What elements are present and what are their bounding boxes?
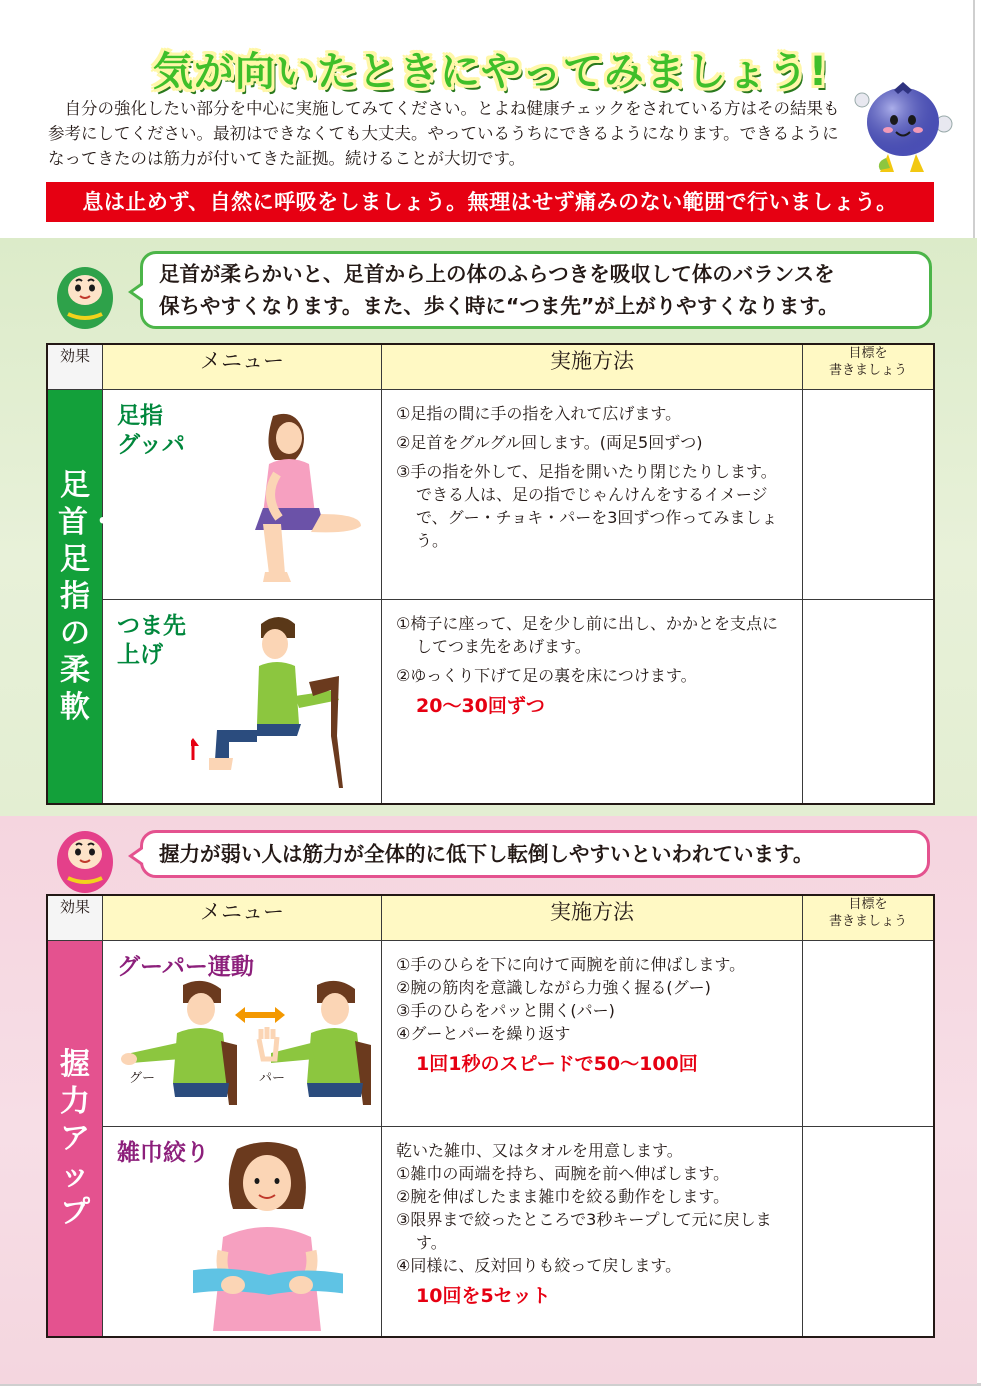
step: ①椅子に座って、足を少し前に出し、かかとを支点にしてつま先をあげます。 bbox=[396, 614, 779, 656]
towel-wring-illustration bbox=[193, 1141, 343, 1331]
label-goo: グー bbox=[129, 1071, 156, 1086]
header-effect: 効果 bbox=[47, 344, 103, 390]
step: ③手のひらをパッと開く(パー) bbox=[396, 1001, 615, 1020]
effect-label-ankle bbox=[47, 390, 118, 804]
step: ①雑巾の両端を持ち、両腕を前へ伸ばします。 bbox=[396, 1164, 730, 1183]
goal-cell[interactable] bbox=[803, 600, 935, 804]
method-cell-goopaa bbox=[382, 941, 803, 1127]
method-cell-towel-wring bbox=[382, 1127, 803, 1337]
step: ④グーとパーを繰り返す bbox=[396, 1024, 571, 1043]
step: ④同様に、反対回りも絞って戻します。 bbox=[396, 1256, 682, 1275]
method-intro: 乾いた雑巾、又はタオルを用意します。 bbox=[396, 1141, 683, 1160]
menu-cell-toe-goopa bbox=[103, 390, 382, 600]
grip-benefit-bubble bbox=[140, 830, 930, 878]
header-effect: 効果 bbox=[47, 895, 103, 941]
method-cell-toe-raise bbox=[382, 600, 803, 804]
page-title: 気が向いたときにやってみましょう! bbox=[152, 49, 829, 95]
step-note: できる人は、足の指でじゃんけんをするイメージで、グー・チョキ・パーを3回ずつ作ってみましょう。 bbox=[416, 485, 778, 550]
label-paa: パー bbox=[259, 1071, 286, 1086]
effect-text: 握力アップ bbox=[60, 1046, 90, 1230]
blueberry-mascot-icon bbox=[848, 74, 958, 184]
header-method: 実施方法 bbox=[382, 895, 803, 941]
menu-name-line2: グッパ bbox=[117, 432, 185, 458]
step: ①足指の間に手の指を入れて広げます。 bbox=[396, 404, 682, 423]
repetition-count: 20〜30回ずつ bbox=[416, 695, 545, 717]
step: ③手の指を外して、足指を開いたり閉じたりします。 bbox=[396, 462, 777, 481]
effect-text: 足首・足指の柔軟 bbox=[58, 467, 118, 725]
header-goal bbox=[803, 895, 935, 941]
step: ②足首をグルグル回します。(両足5回ずつ) bbox=[396, 433, 703, 452]
header-goal bbox=[803, 344, 935, 390]
menu-name-line1: 足指 bbox=[117, 403, 163, 429]
header-goal-line2: 書きましょう bbox=[828, 914, 907, 929]
menu-name: グーパー運動 bbox=[117, 954, 254, 980]
repetition-count: 1回1秒のスピードで50〜100回 bbox=[416, 1053, 698, 1075]
effect-label-grip bbox=[47, 941, 103, 1337]
ankle-exercise-table bbox=[46, 343, 935, 805]
step: ③限界まで絞ったところで3秒キープして元に戻します。 bbox=[396, 1210, 772, 1252]
bubble-line-1: 握力が弱い人は筋力が全体的に低下し転倒しやすいといわれています。 bbox=[159, 842, 814, 866]
grip-exercise-table bbox=[46, 894, 935, 1338]
method-cell-toe-goopa bbox=[382, 390, 803, 600]
repetition-count: 10回を5セット bbox=[416, 1285, 551, 1307]
header-menu: メニュー bbox=[103, 895, 382, 941]
green-daruma-icon bbox=[46, 254, 124, 332]
goal-cell[interactable] bbox=[803, 1127, 935, 1337]
ankle-benefit-bubble bbox=[140, 251, 932, 329]
step: ②腕の筋肉を意識しながら力強く握る(グー) bbox=[396, 978, 711, 997]
man-toe-raise-illustration bbox=[191, 608, 371, 798]
menu-name-line1: つま先 bbox=[117, 613, 186, 639]
breathing-warning: 息は止めず、自然に呼吸をしましょう。無理はせず痛みのない範囲で行いましょう。 bbox=[46, 182, 934, 222]
intro-text: 自分の強化したい部分を中心に実施してみてください。とよね健康チェックをされている方はその結果も参考にしてください。最初はできなくても大丈夫。やっているうちにできるようになります。できるようになってきたのは筋力が付いてきた証拠。続けることが大切です。 bbox=[48, 99, 840, 168]
goal-cell[interactable] bbox=[803, 390, 935, 600]
menu-cell-goopaa bbox=[103, 941, 382, 1127]
bubble-tail-inner bbox=[133, 849, 143, 863]
menu-cell-toe-raise bbox=[103, 600, 382, 804]
bubble-line-1: 足首が柔らかいと、足首から上の体のふらつきを吸収して体のバランスを bbox=[159, 262, 835, 286]
header-method: 実施方法 bbox=[382, 344, 803, 390]
step: ②腕を伸ばしたまま雑巾を絞る動作をします。 bbox=[396, 1187, 730, 1206]
pink-daruma-icon bbox=[46, 818, 124, 896]
goopaa-exercise-illustration bbox=[117, 979, 379, 1119]
menu-cell-towel-wring bbox=[103, 1127, 382, 1337]
menu-name-line2: 上げ bbox=[117, 642, 163, 668]
bubble-tail-inner bbox=[133, 285, 143, 299]
woman-toe-stretch-illustration bbox=[203, 404, 363, 589]
step: ②ゆっくり下げて足の裏を床につけます。 bbox=[396, 666, 697, 685]
step: ①手のひらを下に向けて両腕を前に伸ばします。 bbox=[396, 955, 746, 974]
header-goal-line1: 目標を bbox=[848, 346, 888, 361]
goal-cell[interactable] bbox=[803, 941, 935, 1127]
header-menu: メニュー bbox=[103, 344, 382, 390]
menu-name: 雑巾絞り bbox=[117, 1140, 209, 1166]
bubble-line-2: 保ちやすくなります。また、歩く時に“つま先”が上がりやすくなります。 bbox=[159, 294, 839, 318]
menu-name bbox=[117, 402, 185, 460]
header-goal-line1: 目標を bbox=[848, 897, 888, 912]
menu-name bbox=[117, 612, 186, 670]
header-goal-line2: 書きましょう bbox=[828, 363, 907, 378]
